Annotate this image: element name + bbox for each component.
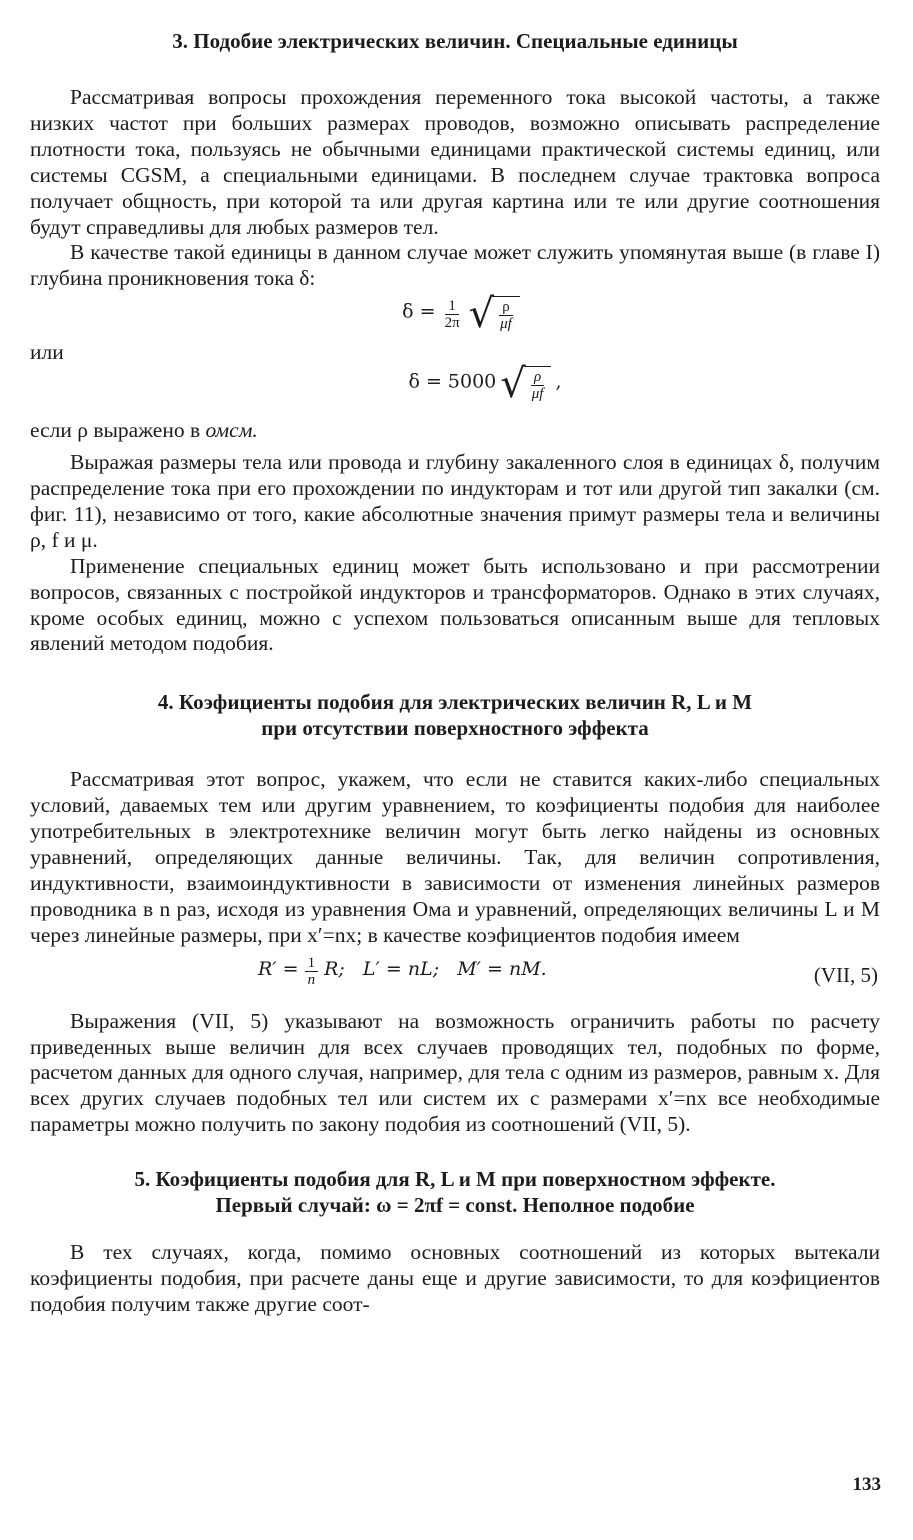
paragraph: Рассматривая этот вопрос, укажем, что если не ставится каких-либо специальных условий, даваемых тем или другим уравнением, то коэфициенты подобия для наиболее употребительных в электротехнике величин могут быть легко найдены из основных уравнений, определяющих данные величины. Так, для величин сопротивления, индуктивности, взаимоиндуктивности в зависимости от изменения линейных размеров проводника в n раз, исходя из уравнения Ома и уравнений, определяющих величины L и M через линейные размеры, при x′=nx; в качестве коэфициентов подобия имеем (30, 767, 880, 947)
paragraph: если ρ выражено в омсм. (30, 418, 258, 443)
fraction: $\frac{1}{2\pi}$ (444, 297, 460, 331)
paragraph: В тех случаях, когда, помимо основных соотношений из которых вытекали коэфициенты подобия, при расчете даны еще и другие зависимости, то для коэфициентов подобия получим также другие соот- (30, 1240, 880, 1316)
or-word: или (30, 340, 64, 365)
formula-lhs: δ = (402, 300, 436, 323)
formula-delta-1 (30, 291, 880, 346)
section-4-subheading: при отсутствии поверхностного эффекта (261, 716, 649, 741)
paragraph: Применение специальных единиц может быть использовано и при рассмотрении вопросов, связанных с постройкой индукторов и трансформаторов. Однако в этих случаях, кроме особых единиц, можно с успехом пользоваться описанным выше для тепловых явлений методом подобия. (30, 553, 880, 656)
equation-number: (VII, 5) (813, 962, 878, 987)
section-5-subheading: Первый случай: ω = 2πf = const. Неполное подобие (215, 1193, 695, 1218)
formula-delta-2: δ = 5000 √ $\frac{\rho}{\mu f}$ , (408, 361, 562, 408)
section-5-heading: 5. Коэфициенты подобия для R, L и M при поверхностном эффекте. (134, 1167, 776, 1192)
section-4-heading: 4. Коэфициенты подобия для электрических величин R, L и M (157, 690, 753, 715)
sqrt-sign: √ $\frac{\rho}{\mu f}$ (469, 294, 520, 334)
paragraph: Выражая размеры тела или провода и глубину закаленного слоя в единицах δ, получим распределение тока при его прохождении по индукторам и тот или другой тип закалки (см. фиг. 11), независимо от того, какие абсолютные значения примут размеры тела и величины ρ, f и μ. (30, 450, 880, 552)
formula-lhs: δ = 5000 (408, 370, 497, 393)
equation-vii-5: R′ = $\frac{1}{n}$ R; L′ = nL; M′ = nM. (VII, 5) (258, 954, 878, 988)
paragraph: Выражения (VII, 5) указывают на возможность ограничить работы по расчету приведенных выше величин для всех случаев проводящих тел, подобных по форме, расчетом данных для одного случая, например, для тела с одним из размеров, равным x. Для всех других случаев подобных тел или систем их с размерами x′=nx все необходимые параметры можно получить по закону подобия из соотношений (VII, 5). (30, 1008, 880, 1137)
sqrt-sign: √ $\frac{\rho}{\mu f}$ (500, 364, 551, 404)
paragraph: В качестве такой единицы в данном случае может служить упомянутая выше (в главе I) глубина проникновения тока δ: (30, 240, 880, 291)
page-number: 133 (852, 1474, 881, 1495)
page-body (30, 28, 880, 1318)
paragraph: Рассматривая вопросы прохождения переменного тока высокой частоты, а также низких частот при больших размерах проводов, возможно описывать распределение плотности тока, пользуясь не обычными единицами практической системы единиц, или системы CGSM, а специальными единицами. В последнем случае трактовка вопроса получает общность, при которой та или другая картина или те или другие соотношения будут справедливы для любых размеров тел. (30, 85, 880, 239)
section-3-heading: 3. Подобие электрических величин. Специальные единицы (172, 29, 738, 53)
